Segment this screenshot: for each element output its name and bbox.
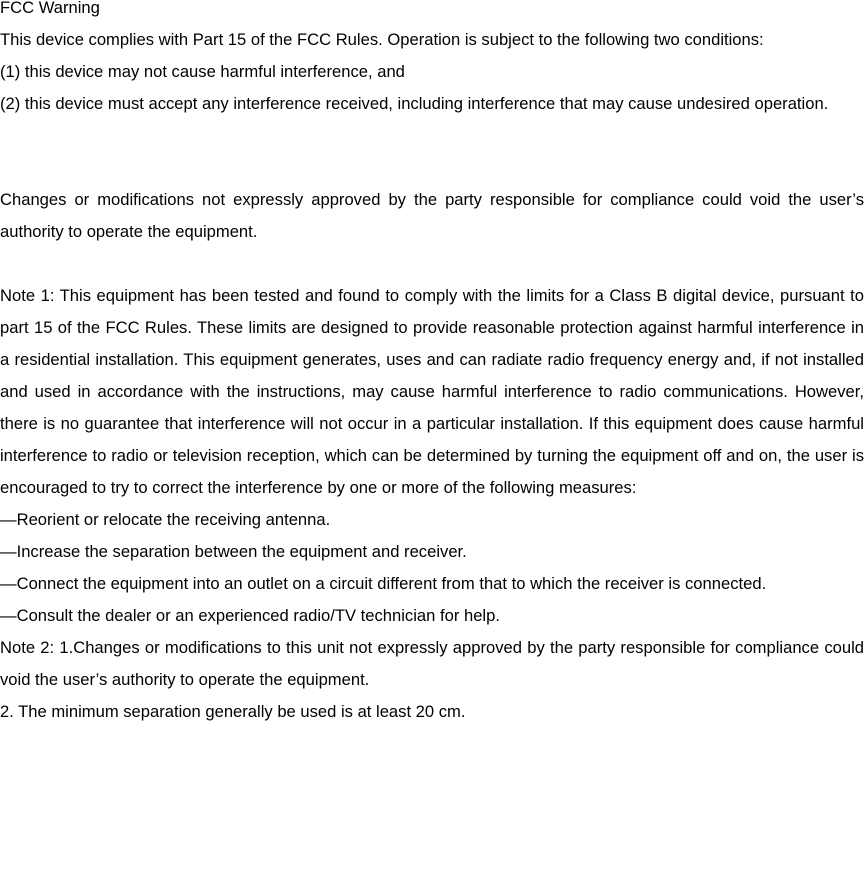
note-1-paragraph: Note 1: This equipment has been tested and found to comply with the limits for a Class B digital device, pursuant to part 15 of the FCC Rules. These limits are designed to provide reasonable protection against harmful interference in a residential installation. This equipment generates, uses and can radiate radio frequency energy and, if not installed and used in accordance with the instructions, may cause harmful interference to radio communications. However, there is no guarantee that interference will not occur in a particular installation. If this equipment does cause harmful interference to radio or television reception, which can be determined by turning the equipment off and on, the user is encouraged to try to correct the interference by one or more of the following measures: — [0, 286, 864, 497]
note-2-paragraph: Note 2: 1.Changes or modifications to this unit not expressly approved by the party responsible for compliance could void the user’s authority to operate the equipment. — [0, 638, 864, 689]
spacer — [0, 120, 864, 184]
measure-item: —Increase the separation between the equipment and receiver. — [0, 542, 467, 561]
measure-item: —Consult the dealer or an experienced radio/TV technician for help. — [0, 606, 500, 625]
measure-item: —Connect the equipment into an outlet on a circuit different from that to which the receiver is connected. — [0, 574, 767, 593]
condition-1: (1) this device may not cause harmful interference, and — [0, 62, 405, 81]
spacer — [0, 248, 864, 280]
changes-paragraph: Changes or modifications not expressly approved by the party responsible for compliance could void the user’s authority to operate the equipment. — [0, 190, 864, 241]
measure-item: —Reorient or relocate the receiving antenna. — [0, 510, 331, 529]
condition-2: (2) this device must accept any interference received, including interference that may cause undesired operation. — [0, 94, 829, 113]
fcc-warning-heading: FCC Warning — [0, 0, 100, 17]
intro-paragraph: This device complies with Part 15 of the FCC Rules. Operation is subject to the following two conditions: — [0, 30, 764, 49]
note-2-item-2: 2. The minimum separation generally be used is at least 20 cm. — [0, 702, 466, 721]
